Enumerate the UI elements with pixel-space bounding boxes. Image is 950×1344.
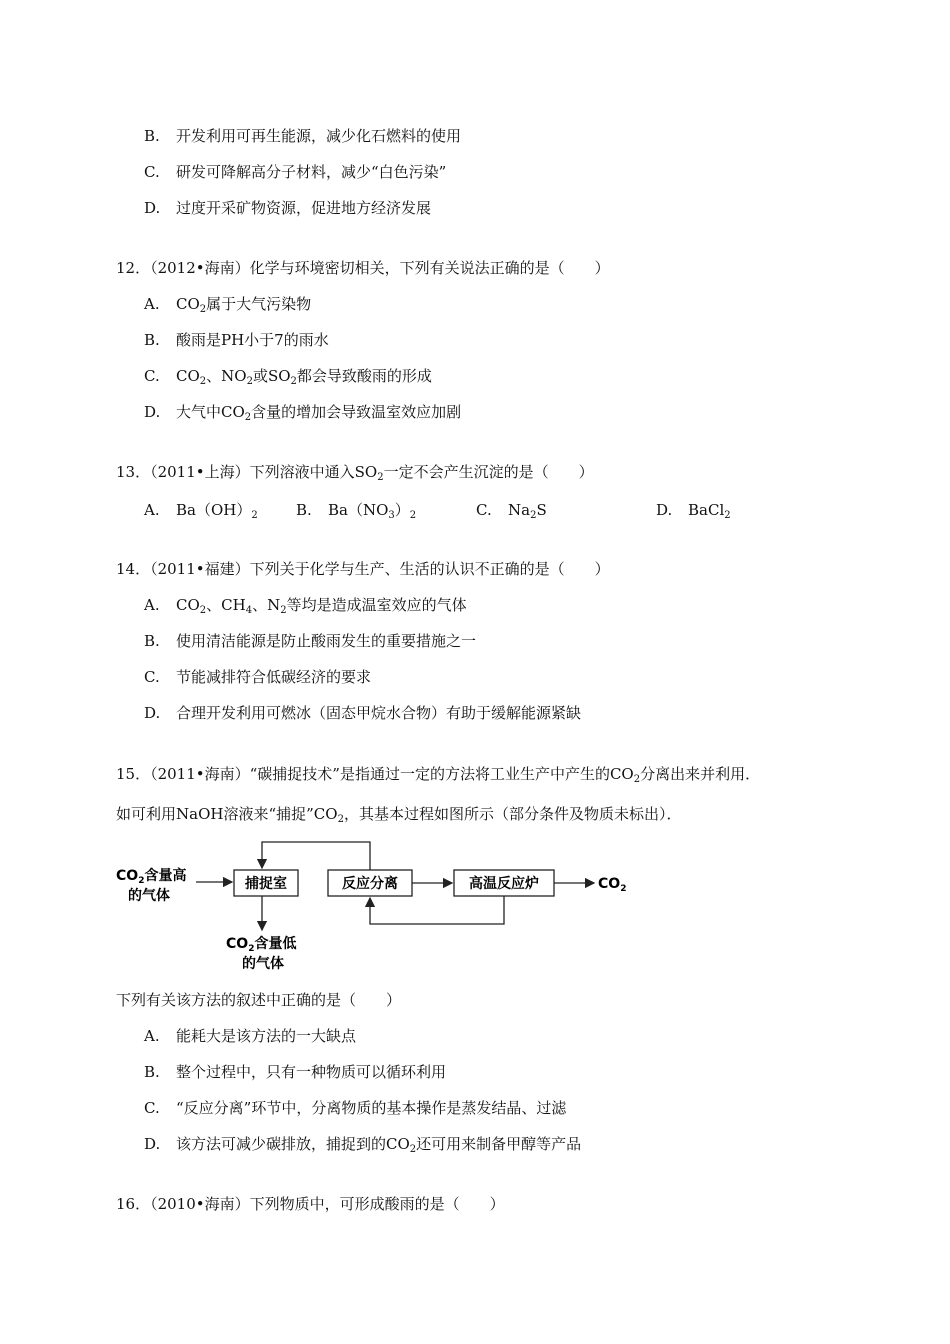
q16-stem: 16．（2010•海南）下列物质中，可形成酸雨的是（ ） [116, 1195, 505, 1213]
q12-stem: 12．（2012•海南）化学与环境密切相关，下列有关说法正确的是（ ） [116, 259, 610, 277]
q15-stem-line2: 如可利用NaOH溶液来“捕捉$”CO_2$，其基本过程如图所示（部分条件及物质未标出）． [116, 805, 682, 825]
q12-option-c: C. $CO_2$、$NO_2$或$SO_2$都会导致酸雨的形成 [144, 367, 432, 387]
carbon-capture-flow-diagram [110, 838, 670, 974]
q14-option-c: C. 节能减排符合低碳经济的要求 [144, 668, 372, 686]
recycle-arrow-separation-to-capture [262, 842, 370, 870]
q12-option-d: D. 大气中$CO_2$含量的增加会导致温室效应加剧 [144, 403, 462, 423]
low-gas-label-line1: $CO_2$含量低 [226, 936, 297, 954]
q13-option-c: C. $Na_2S$ [476, 501, 547, 521]
q14-option-d: D. 合理开发利用可燃冰（固态甲烷水合物）有助于缓解能源紧缺 [144, 704, 582, 722]
high-temp-furnace-label: 高温反应炉 [469, 876, 539, 892]
q15-stem-line1: 15．（2011•海南）“碳捕捉技术”是指通过一定的方法将工业生产中产生的$CO_2$分离出来并利用． [116, 765, 761, 785]
q15-option-b: B. 整个过程中，只有一种物质可以循环利用 [144, 1063, 447, 1081]
q12-option-b: B. 酸雨是PH小于7的雨水 [144, 331, 329, 349]
capture-chamber-label: 捕捉室 [245, 876, 287, 892]
reaction-separation-label: 反应分离 [342, 876, 398, 892]
q15-question: 下列有关该方法的叙述中正确的是（ ） [116, 991, 402, 1009]
q13-option-b: B. $Ba(NO_3)_2$ [296, 501, 417, 521]
input-gas-label-line1: $CO_2$含量高 [116, 868, 187, 886]
output-co2-label: $CO_2$ [598, 876, 627, 894]
q11-option-c: C. 研发可降解高分子材料，减少“白色污染” [144, 163, 447, 181]
recycle-arrow-furnace-to-separation [370, 896, 504, 924]
low-gas-label-line2: 的气体 [242, 956, 284, 972]
input-gas-label-line2: 的气体 [128, 888, 170, 904]
q15-option-c: C. “反应分离”环节中，分离物质的基本操作是蒸发结晶、过滤 [144, 1099, 567, 1117]
q14-option-a: A. $CO_2$、$CH_4$、$N_2$等均是造成温室效应的气体 [144, 596, 467, 616]
q13-option-d: D. BaCl$_2$ [656, 501, 731, 521]
q15-option-d: D. 该方法可减少碳排放，捕捉到的$CO_2$还可用来制备甲醇等产品 [144, 1135, 582, 1155]
q11-option-d: D. 过度开采矿物资源，促进地方经济发展 [144, 199, 432, 217]
q14-stem: 14．（2011•福建）下列关于化学与生产、生活的认识不正确的是（ ） [116, 560, 610, 578]
q13-stem: 13．（2011•上海）下列溶液中通入$SO_2$一定不会产生沉淀的是（ ） [116, 463, 594, 483]
q14-option-b: B. 使用清洁能源是防止酸雨发生的重要措施之一 [144, 632, 477, 650]
q13-option-a: A. $Ba(OH)_2$ [144, 501, 258, 521]
q12-option-a: A. $CO_2$属于大气污染物 [144, 295, 312, 315]
q11-option-b: B. 开发利用可再生能源，减少化石燃料的使用 [144, 127, 462, 145]
q15-option-a: A. 能耗大是该方法的一大缺点 [144, 1027, 357, 1045]
